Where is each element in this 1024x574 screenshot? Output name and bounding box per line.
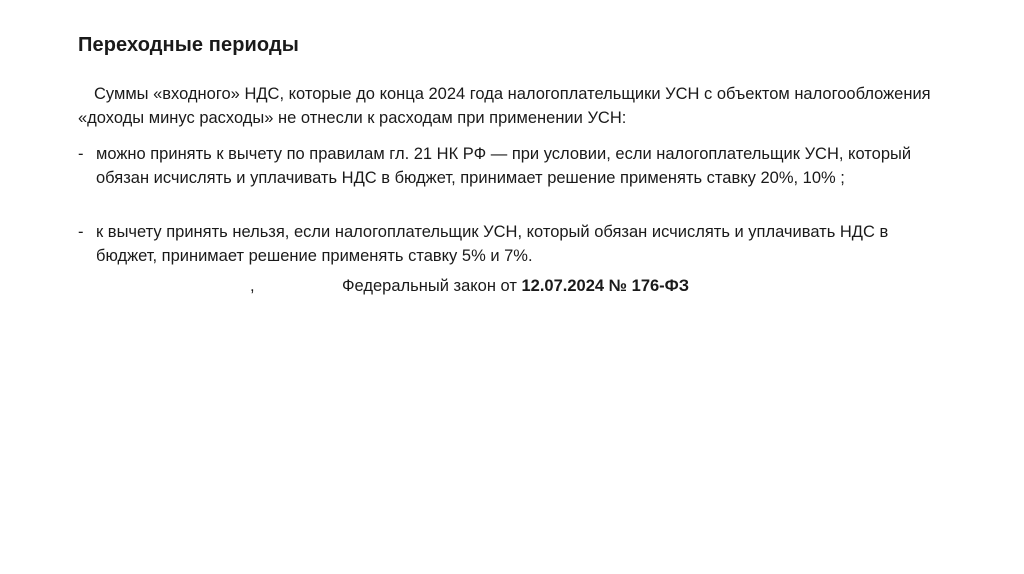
bullet-marker: - [78,145,84,163]
bullet-marker: - [78,223,84,241]
intro-paragraph: Суммы «входного» НДС, которые до конца 2024 года налогоплательщики УСН с объектом налогообложения «доходы минус расходы» не отнесли к расходам при применении УСН: [78,85,931,127]
bullet-text: можно принять к вычету по правилам гл. 21 НК РФ — при условии, если налогоплательщик УСН, который обязан исчислять и уплачивать НДС в бюджет, принимает решение применять ставку 20%, 10% ; [96,145,912,187]
slide-title: Переходные периоды [78,34,299,56]
law-number: 12.07.2024 № 176-ФЗ [521,277,690,295]
bullet-text: к вычету принять нельзя, если налогоплательщик УСН, который обязан исчислять и уплачивать НДС в бюджет, принимает решение применять ставку 5% и 7%. [96,223,889,265]
bullet-item [78,142,938,190]
law-reference [250,274,689,298]
bullet-item [78,220,938,268]
law-prefix: Федеральный закон от [342,277,522,295]
law-comma: , [250,277,255,295]
